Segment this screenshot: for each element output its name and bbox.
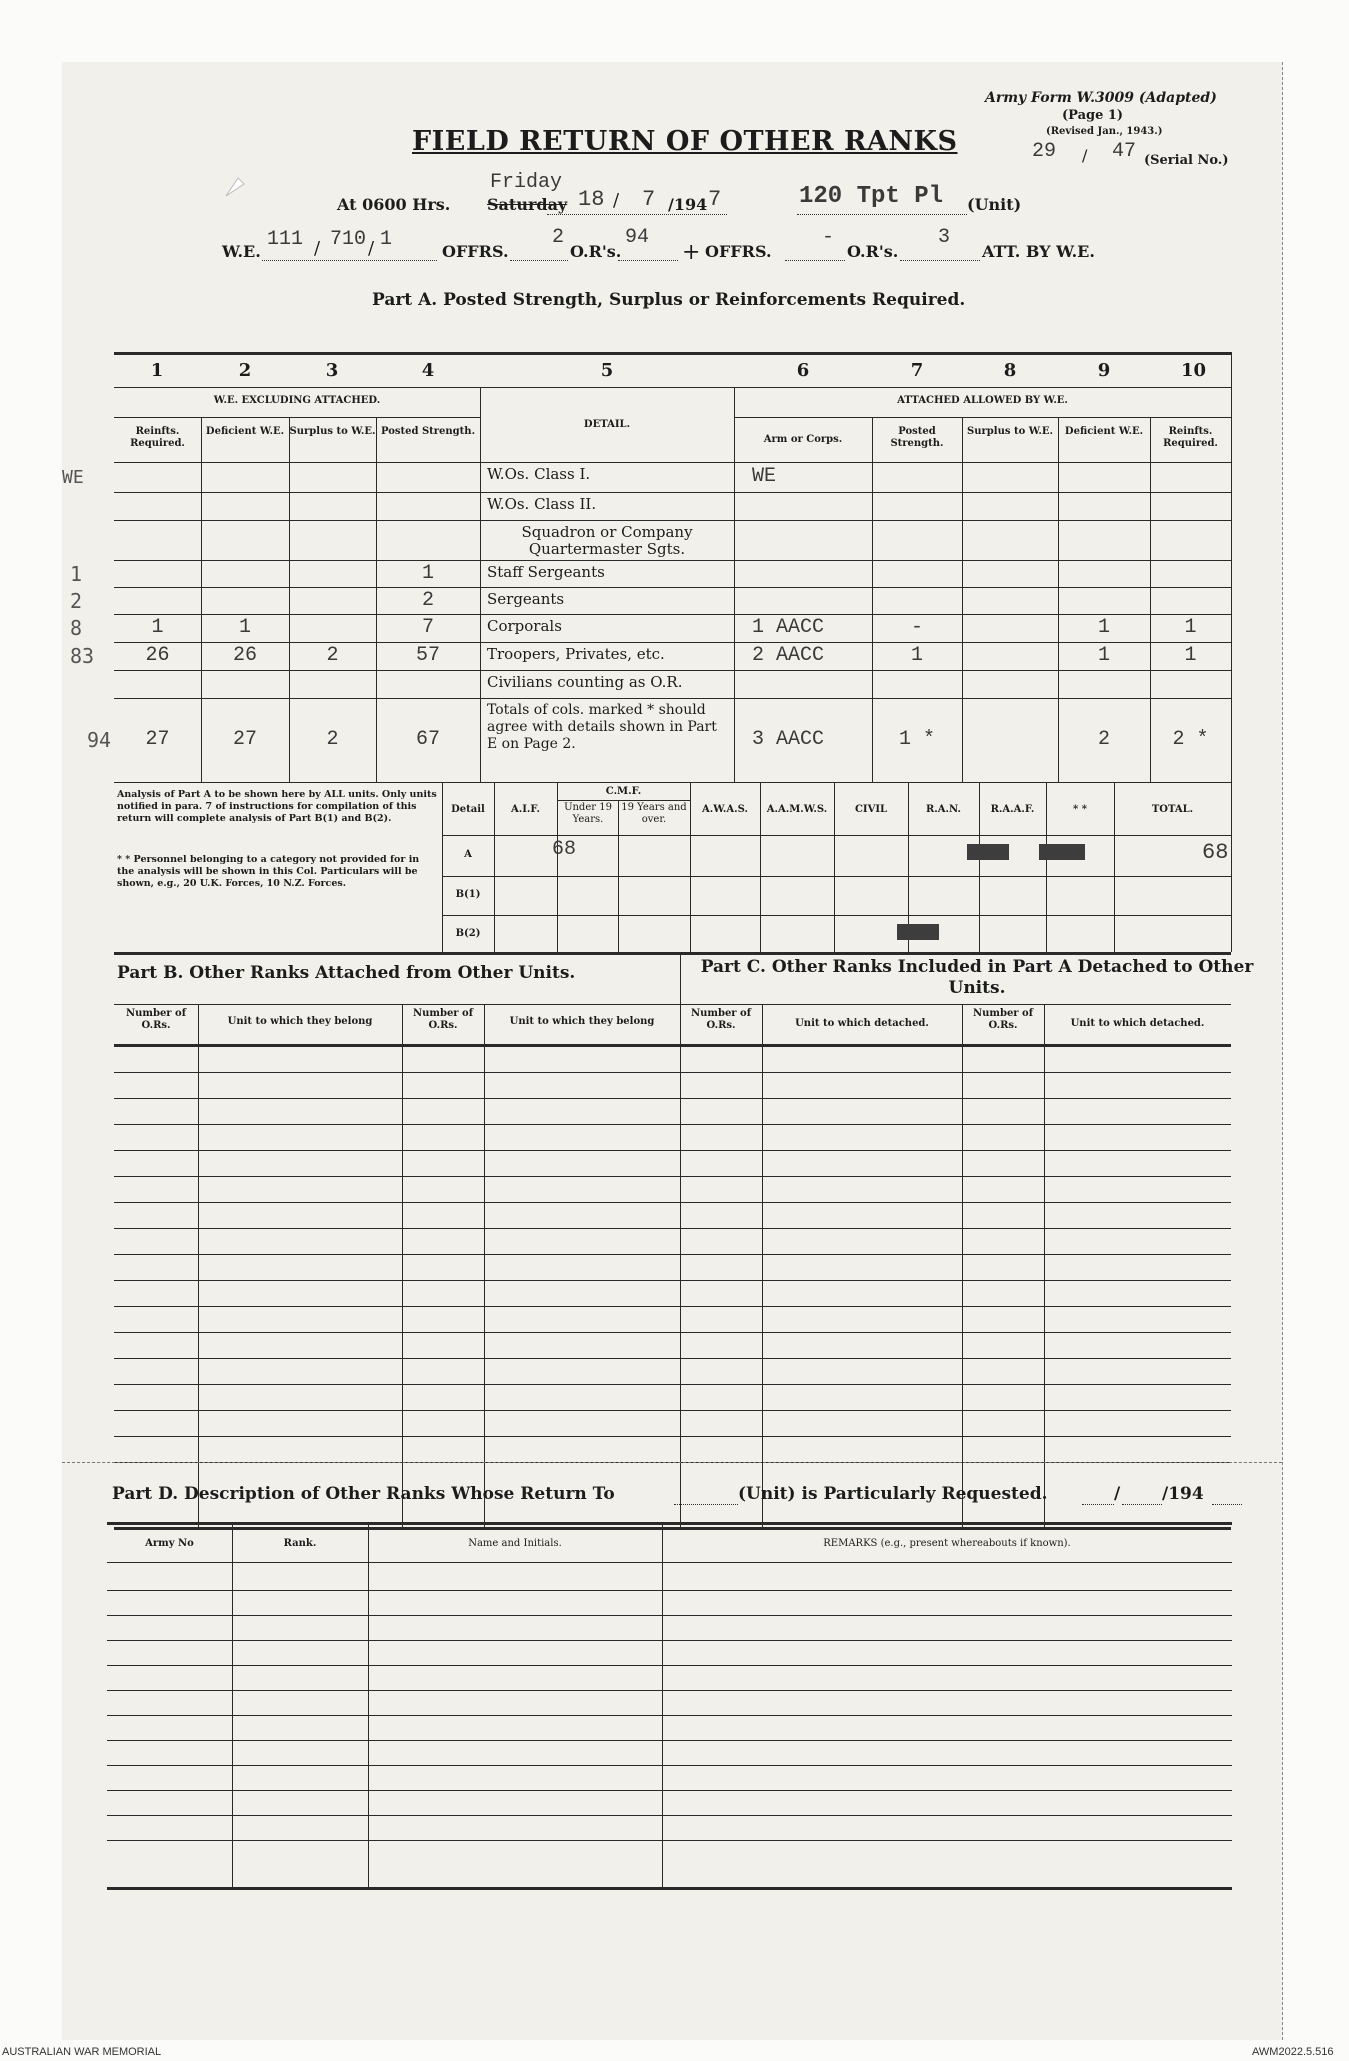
- ors-att-label: O.R's.: [847, 242, 899, 261]
- we-b: 710: [330, 228, 367, 251]
- offrs-att-label: OFFRS.: [705, 242, 772, 261]
- army-no-head: Army No: [145, 1538, 194, 1549]
- left-column-header: Posted Strength.: [380, 426, 476, 437]
- ors-value: 94: [625, 226, 650, 249]
- column-number: 9: [1097, 360, 1111, 381]
- ors-label: O.R's.: [570, 242, 622, 261]
- row-cell-c10: 1: [1184, 616, 1197, 639]
- row-cell-c6: 1 AACC: [752, 616, 825, 639]
- column-number: 6: [796, 360, 810, 381]
- row-detail: Staff Sergeants: [487, 563, 605, 581]
- row-detail: Sergeants: [487, 590, 565, 608]
- left-column-header: Reinfts. Required.: [130, 426, 185, 449]
- part-c-unit-head: Unit to which detached.: [795, 1018, 929, 1029]
- month: 7: [642, 187, 656, 212]
- row-cell-c1: 27: [145, 728, 170, 751]
- raaf-head: R.A.A.F.: [990, 804, 1035, 815]
- ran-head: R.A.N.: [925, 804, 961, 815]
- row-cell-c7: 1: [910, 644, 923, 667]
- analysis-note-2: * * Personnel belonging to a category not provided for in the analysis will be shown in this Col. Particulars will be shown, e.g., 20 U.K. Forces, 10 N.Z. Forces.: [117, 854, 420, 889]
- remarks-head: REMARKS (e.g., present whereabouts if known).: [823, 1538, 1071, 1549]
- row-cell-c9: 1: [1097, 644, 1110, 667]
- page-title: FIELD RETURN OF OTHER RANKS: [412, 126, 958, 157]
- awas-head: A.W.A.S.: [702, 804, 748, 815]
- row-cell-c6: 2 AACC: [752, 644, 825, 667]
- unit-value: 120 Tpt Pl: [799, 183, 944, 210]
- page-indicator: (Page 1): [1062, 108, 1124, 123]
- offrs-label: OFFRS.: [442, 242, 509, 261]
- column-number: 7: [910, 360, 924, 381]
- total-head: TOTAL.: [1151, 804, 1194, 815]
- we-c: 1: [380, 228, 393, 251]
- punch-hole-mark: [220, 172, 250, 202]
- column-number: 8: [1003, 360, 1017, 381]
- serial-b: 47: [1112, 140, 1137, 163]
- column-number: 2: [238, 360, 252, 381]
- column-number: 1: [150, 360, 164, 381]
- part-d-title-d: /194: [1162, 1484, 1204, 1504]
- day-typed: Friday: [490, 171, 563, 194]
- right-group-head: ATTACHED ALLOWED BY W.E.: [897, 395, 1068, 406]
- row-cell-c7: 1 *: [898, 728, 935, 751]
- row-cell-c10: 1: [1184, 644, 1197, 667]
- ors-att-value: 3: [938, 226, 951, 249]
- we-a: 111: [267, 228, 304, 251]
- over-19-head: 19 Years and over.: [621, 802, 687, 825]
- row-detail: Civilians counting as O.R.: [487, 673, 683, 691]
- row-cell-c2: 27: [232, 728, 257, 751]
- row-cell-c1: 26: [145, 644, 170, 667]
- part-a-title: Part A. Posted Strength, Surplus or Reinforcements Required.: [372, 290, 966, 310]
- left-group-head: W.E. EXCLUDING ATTACHED.: [213, 395, 381, 406]
- column-number: 5: [600, 360, 614, 381]
- rank-head: Rank.: [283, 1538, 317, 1549]
- row-cell-c4: 7: [421, 616, 434, 639]
- column-number: 10: [1181, 360, 1207, 381]
- at-label: At 0600 Hrs.: [337, 195, 451, 214]
- analysis-row-b2: B(2): [455, 928, 481, 939]
- star-head: * *: [1073, 804, 1087, 815]
- total-a-value: 68: [1202, 840, 1229, 865]
- right-column-header: Deficient W.E.: [1064, 426, 1144, 437]
- part-b-unit-head: Unit to which they belong: [227, 1016, 373, 1027]
- civil-head: CIVIL: [854, 804, 888, 815]
- year-prefix: /194: [668, 195, 708, 214]
- row-margin-note: 83: [70, 644, 95, 668]
- row-margin-note: 94: [87, 728, 112, 752]
- footer-right: AWM2022.5.516: [1252, 2046, 1334, 2058]
- offrs-value: 2: [552, 226, 565, 249]
- part-d-title-c: /: [1114, 1484, 1121, 1504]
- ran-redaction: [967, 844, 1009, 860]
- margin-we-note: WE: [62, 467, 84, 488]
- aif-a-value: 68: [552, 838, 577, 861]
- part-d-title-b: (Unit) is Particularly Requested.: [738, 1484, 1048, 1504]
- row-cell-c6: 3 AACC: [752, 728, 825, 751]
- row-cell-c7: -: [910, 616, 923, 639]
- day-number: 18: [578, 187, 605, 212]
- form-id: Army Form W.3009 (Adapted): [985, 90, 1217, 106]
- row-cell-c3: 2: [326, 728, 339, 751]
- row-margin-note: 2: [70, 588, 83, 613]
- row-cell-c6: WE: [752, 465, 777, 488]
- part-c-title: Part C. Other Ranks Included in Part A Detached to Other Units.: [700, 957, 1254, 998]
- plus-sign: +: [682, 240, 701, 265]
- serial-label: (Serial No.): [1144, 153, 1229, 168]
- civil-redaction: [897, 924, 939, 940]
- row-detail: Corporals: [487, 617, 562, 635]
- row-cell-c9: 2: [1097, 728, 1110, 751]
- right-column-header: Posted Strength.: [890, 426, 944, 449]
- cmf-head: C.M.F.: [605, 786, 642, 797]
- right-column-header: Reinfts. Required.: [1163, 426, 1218, 449]
- left-column-header: Surplus to W.E.: [289, 426, 376, 437]
- analysis-detail-head: Detail: [451, 804, 485, 815]
- row-cell-c4: 2: [421, 588, 434, 612]
- year-digit: 7: [708, 187, 722, 212]
- name-head: Name and Initials.: [468, 1538, 562, 1549]
- row-detail: Troopers, Privates, etc.: [487, 645, 665, 663]
- row-cell-c10: 2 *: [1172, 728, 1209, 751]
- offrs-att-value: -: [822, 226, 835, 249]
- row-detail: W.Os. Class II.: [487, 495, 597, 513]
- row-margin-note: 1: [70, 561, 83, 586]
- row-cell-c4: 1: [421, 561, 434, 585]
- aif-head: A.I.F.: [511, 804, 540, 815]
- row-cell-c4: 67: [415, 728, 440, 751]
- raaf-redaction: [1039, 844, 1085, 860]
- row-cell-c2: 26: [232, 644, 257, 667]
- left-column-header: Deficient W.E.: [205, 426, 285, 437]
- row-cell-c2: 1: [238, 616, 251, 639]
- part-c-num-head: Number of O.Rs.: [690, 1008, 752, 1031]
- part-c-unit-head-2: Unit to which detached.: [1070, 1018, 1205, 1029]
- day-struck: Saturday: [487, 195, 568, 214]
- row-cell-c1: 1: [151, 616, 164, 639]
- row-detail: Totals of cols. marked * should agree with details shown in Part E on Page 2.: [487, 702, 717, 752]
- unit-label: (Unit): [967, 195, 1022, 214]
- part-b-num-head-2: Number of O.Rs.: [412, 1008, 474, 1031]
- part-d-title-a: Part D. Description of Other Ranks Whose Return To: [112, 1484, 615, 1504]
- aamws-head: A.A.M.W.S.: [766, 804, 828, 815]
- row-cell-c4: 57: [415, 644, 440, 667]
- footer-left: AUSTRALIAN WAR MEMORIAL: [2, 2046, 162, 2058]
- row-detail: W.Os. Class I.: [487, 465, 591, 483]
- part-c-num-head-2: Number of O.Rs.: [972, 1008, 1034, 1031]
- att-label: ATT. BY W.E.: [982, 242, 1095, 261]
- serial-a: 29: [1032, 140, 1057, 163]
- column-number: 3: [325, 360, 339, 381]
- right-column-header: Surplus to W.E.: [967, 426, 1053, 437]
- perforation-line: [62, 1462, 1282, 1463]
- we-label: W.E.: [222, 242, 261, 261]
- detail-head: DETAIL.: [583, 419, 631, 430]
- part-b-num-head: Number of O.Rs.: [125, 1008, 187, 1031]
- right-column-header: Arm or Corps.: [763, 434, 843, 445]
- form-sheet: Army Form W.3009 (Adapted) (Page 1) (Revised Jan., 1943.) 29 / 47 (Serial No.) FIELD RETURN OF OTHER RANKS At 0600 Hrs. Friday Saturday 18 / 7 /194 7 120 Tpt Pl (Unit) W.E. 111 / 710 / 1 OFFRS. 2 O.R's. 94 + OFFRS. - O.R's. 3 ATT. BY W.E. Part A. Posted Strength, Surplus or Reinforcements Required. 1 2 3 4 5 6 7 8 9 10 W.E. EXCLUDING ATTACHED. ATTACHED ALLOWED BY W.E. DETAIL. Reinfts. Required. Deficient W.E. Surplus to W.E. Posted Strength. Arm or Corps. Posted Strength. Surplus to W.E. Deficient W.E. Reinfts. Required. W.Os. Class I. WE W.Os. Class II. Squadron or Company Quartermaster Sgts. Staff Sergeants 1 1 Sergeants 2 2 Corporals 8 1 1 7 1 AACC - 1 1 Troopers, Privates, etc. 83 26 26 2 57 2 AACC 1 1 1 Civilians counting as O.R. Totals of cols. marked * should agree with details shown in Part E on Page 2. 94 27 27 2 67 3 AACC 1 * 2 2 * WE Analysis of Part A to be shown here by ALL units. Only units notified in para. 7 of instructions for compilation of this return will complete analysis of Part B(1) and B(2). * * Personnel belonging to a category not provided for in the analysis will be shown in this Col. Particulars will be shown, e.g., 20 U.K. Forces, 10 N.Z. Forces. Detail A.I.F. C.M.F. Under 19 Years. 19 Years and over. A.W.A.S. A.A.M.W.S. CIVIL R.A.N. R.A.A.F. * * TOTAL. A B(1) B(2) 68 68 Part B. Other Ranks Attached from Other Units. Part C. Other Ranks Included in Part A Detached to Other Units. Number of O.Rs. Unit to which they belong Number of O.Rs. Unit to which they belong Number of O.Rs. Unit to which detached. Number of O.Rs. Unit to which detached. Part D. Description of Other Ranks Whose Return To (Unit) is Particularly Requested. / /194 Army No Rank. Name and Initials. REMARKS (e.g., present whereabouts if known).: [62, 62, 1283, 2040]
- row-detail: Squadron or Company Quartermaster Sgts.: [521, 523, 693, 558]
- row-margin-note: 8: [70, 616, 83, 640]
- row-cell-c3: 2: [326, 644, 339, 667]
- column-number: 4: [421, 360, 435, 381]
- under-19-head: Under 19 Years.: [564, 802, 612, 825]
- revised-date: (Revised Jan., 1943.): [1046, 126, 1163, 137]
- part-b-title: Part B. Other Ranks Attached from Other Units.: [117, 963, 576, 983]
- row-cell-c9: 1: [1097, 616, 1110, 639]
- analysis-row-b1: B(1): [455, 889, 481, 900]
- part-b-unit-head-2: Unit to which they belong: [509, 1016, 655, 1027]
- analysis-row-a: A: [464, 849, 472, 860]
- analysis-note-1: Analysis of Part A to be shown here by ALL units. Only units notified in para. 7 of instructions for compilation of this return will complete analysis of Part B(1) and B(2).: [117, 789, 437, 824]
